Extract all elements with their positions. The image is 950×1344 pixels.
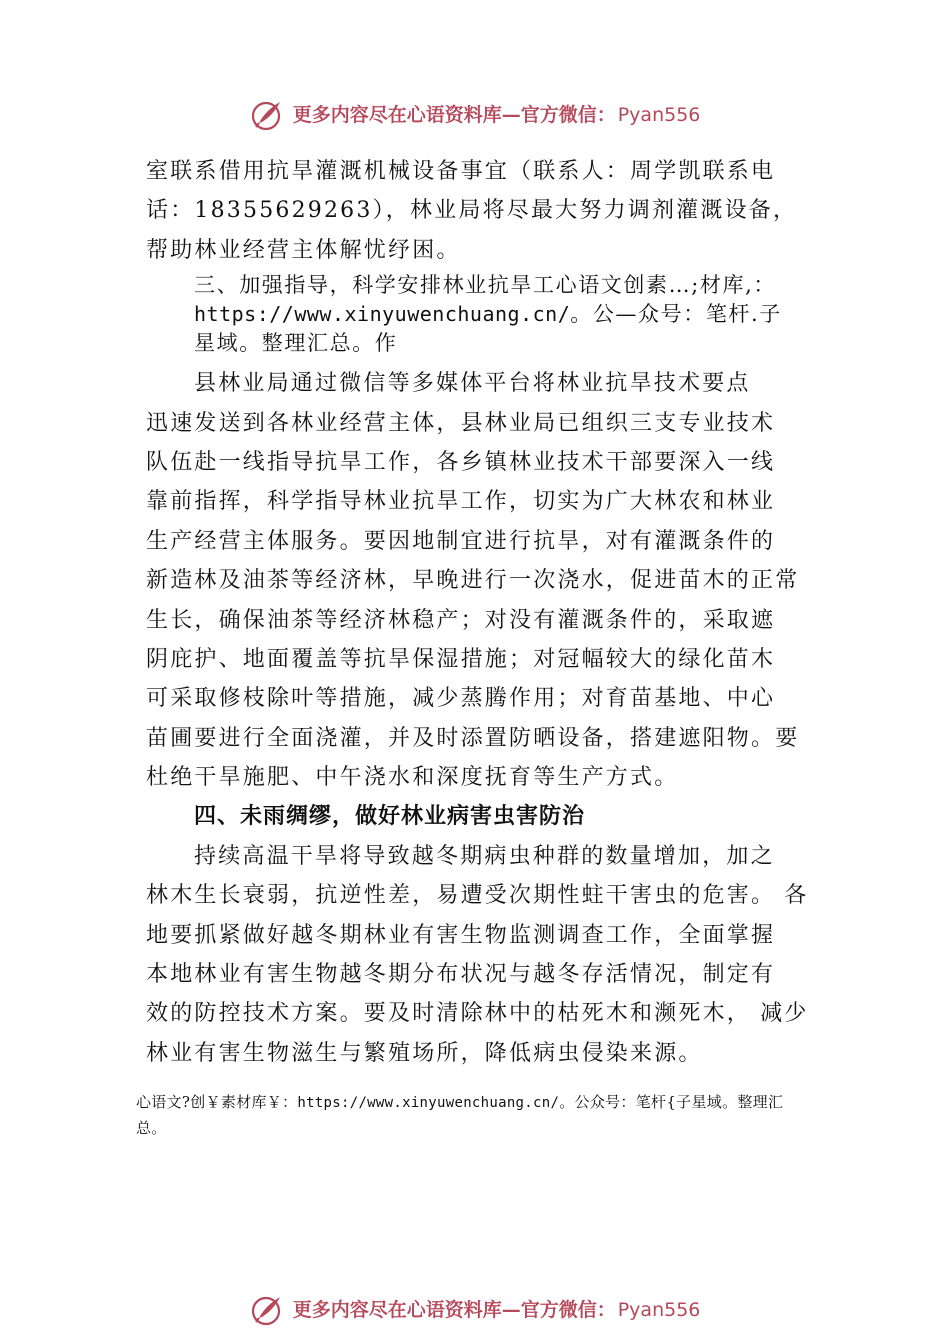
- footnote-line: [136, 1090, 842, 1116]
- quill-logo-icon: [250, 98, 284, 132]
- header-banner-text: 更多内容尽在心语资料库—官方微信：: [292, 103, 616, 126]
- footer-banner-wechat-id: Pyan556: [617, 1298, 701, 1321]
- document-body: [146, 152, 826, 1073]
- paragraph-line: 林木生长衰弱，抗逆性差，易遭受次期性蛀干害虫的危害。 各: [146, 883, 809, 909]
- paragraph-line: 话：18355629263），林业局将尽最大努力调剂灌溉设备，: [146, 198, 798, 224]
- section-3-url-rest: 。公—众号：笔杆.子: [570, 302, 782, 327]
- footer-banner: [0, 1292, 950, 1326]
- paragraph-line: 迅速发送到各林业经营主体，县林业局已组织三支专业技术: [146, 410, 776, 436]
- paragraph-line: 生产经营主体服务。要因地制宜进行抗旱，对有灌溉条件的: [146, 528, 776, 554]
- paragraph-line: 队伍赴一线指导抗旱工作，各乡镇林业技术干部要深入一线: [146, 449, 776, 475]
- quill-logo-icon: [250, 1293, 284, 1327]
- section-3-url: https://www.xinyuwenchuang.cn/: [194, 302, 571, 327]
- section-4-heading: 四、未雨绸缪，做好林业病害虫害防治: [194, 804, 586, 830]
- footnote-url: https://www.xinyuwenchuang.cn/: [297, 1095, 560, 1111]
- section-3-tail: 星域。整理汇总。作: [194, 331, 398, 356]
- paragraph-line: 苗圃要进行全面浇灌，并及时添置防晒设备，搭建遮阳物。要: [146, 725, 800, 751]
- footer-banner-text: 更多内容尽在心语资料库—官方微信：: [292, 1298, 616, 1321]
- footnote-prefix: 心语文?创￥素材库￥：: [136, 1093, 298, 1111]
- paragraph-line: 县林业局通过微信等多媒体平台将林业抗旱技术要点: [194, 371, 751, 397]
- paragraph-line: 生长，确保油茶等经济林稳产；对没有灌溉条件的，采取遮: [146, 607, 776, 633]
- footnote-rest: 。公众号：笔杆{子星域。整理汇: [559, 1093, 784, 1111]
- section-3-title: 三、加强指导，科学安排林业抗旱工心语文创素…;材库,：: [194, 273, 776, 298]
- header-banner-wechat-id: Pyan556: [617, 103, 701, 126]
- paragraph-line: 新造林及油茶等经济林，早晚进行一次浇水，促进苗木的正常: [146, 568, 800, 594]
- paragraph-line: 阴庇护、地面覆盖等抗旱保湿措施；对冠幅较大的绿化苗木: [146, 646, 776, 672]
- footnote: [136, 1090, 842, 1141]
- paragraph-line: 室联系借用抗旱灌溉机械设备事宜（联系人：周学凯联系电: [146, 159, 776, 184]
- paragraph-line: 地要抓紧做好越冬期林业有害生物监测调查工作，全面掌握: [146, 922, 776, 948]
- paragraph-line: 本地林业有害生物越冬期分布状况与越冬存活情况，制定有: [146, 962, 776, 988]
- paragraph-line: 持续高温干旱将导致越冬期病虫种群的数量增加，加之: [194, 843, 775, 869]
- footnote-line-2: 总。: [136, 1119, 167, 1137]
- header-banner: [0, 97, 950, 131]
- paragraph-line: 林业有害生物滋生与繁殖场所，降低病虫侵染来源。: [146, 1040, 703, 1066]
- paragraph-line: 效的防控技术方案。要及时清除林中的枯死木和濒死木， 减少: [146, 1001, 809, 1027]
- paragraph-line: 杜绝干旱施肥、中午浇水和深度抚育等生产方式。: [146, 765, 679, 791]
- paragraph-line: 可采取修枝除叶等措施，减少蒸腾作用；对育苗基地、中心: [146, 686, 776, 712]
- paragraph-line: 帮助林业经营主体解忧纾困。: [146, 237, 461, 263]
- section-3-url-line: [194, 300, 826, 329]
- paragraph-line: 靠前指挥，科学指导林业抗旱工作，切实为广大林农和林业: [146, 489, 776, 515]
- section-3-block: [146, 271, 826, 358]
